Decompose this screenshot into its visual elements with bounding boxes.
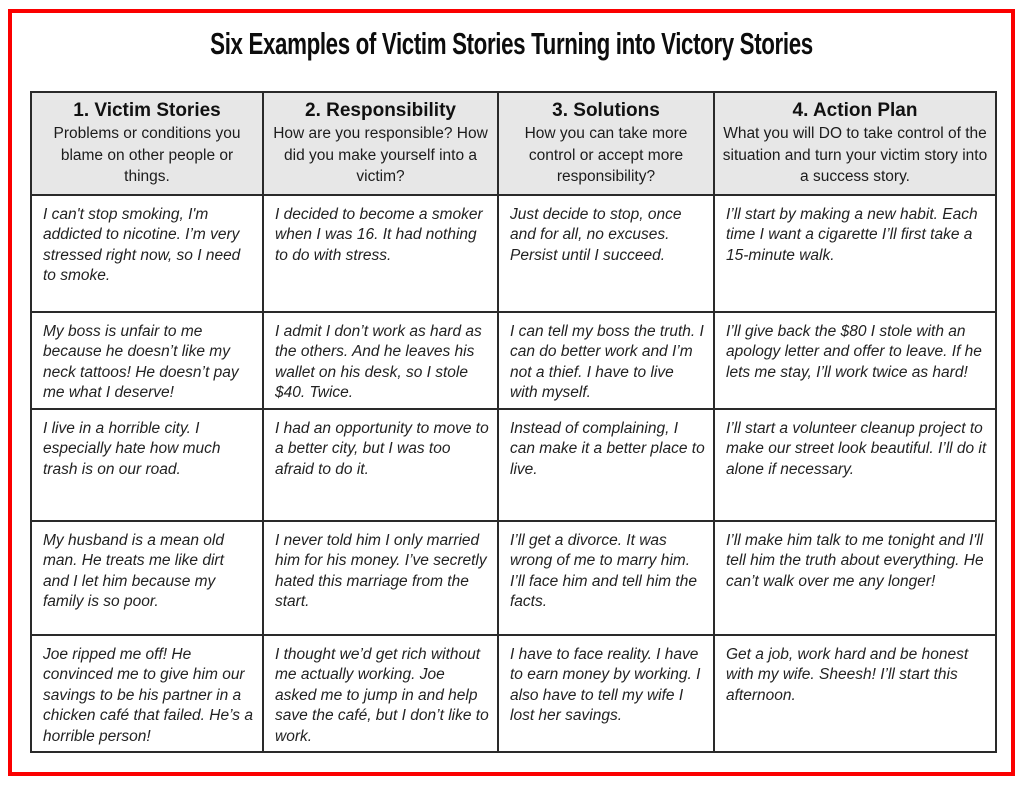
cell-solution: Just decide to stop, once and for all, no excuses. Persist until I succeed.	[498, 195, 714, 312]
cell-action-plan: I’ll start a volunteer cleanup project to make our street look beautiful. I’ll do it alone if necessary.	[714, 409, 996, 521]
table-row-smoking	[31, 195, 996, 312]
cell-victim-story: I can't stop smoking, I'm addicted to nicotine. I’m very stressed right now, so I need to smoke.	[31, 195, 263, 312]
cell-action-plan: I’ll start by making a new habit. Each time I want a cigarette I’ll first take a 15-minute walk.	[714, 195, 996, 312]
header-subtitle: What you will DO to take control of the situation and turn your victim story into a success story.	[722, 125, 988, 185]
cell-solution: I can tell my boss the truth. I can do better work and I’m not a thief. I have to live with myself.	[498, 312, 714, 409]
cell-action-plan: Get a job, work hard and be honest with my wife. Sheesh! I’ll start this afternoon.	[714, 635, 996, 753]
cell-solution: I have to face reality. I have to earn money by working. I also have to tell my wife I lost her savings.	[498, 635, 714, 753]
header-cell-solutions	[498, 92, 714, 195]
page-title: Six Examples of Victim Stories Turning into Victory Stories	[210, 26, 814, 61]
header-subtitle: How are you responsible? How did you make yourself into a victim?	[273, 125, 488, 185]
header-subtitle: Problems or conditions you blame on other people or things.	[53, 125, 241, 185]
header-cell-victim-stories	[31, 92, 263, 195]
cell-responsibility: I decided to become a smoker when I was 16. It had nothing to do with stress.	[263, 195, 498, 312]
header-title: 2. Responsibility	[305, 100, 456, 121]
cell-victim-story: My boss is unfair to me because he doesn’t like my neck tattoos! He doesn’t pay me what I deserve!	[31, 312, 263, 409]
header-title: 4. Action Plan	[792, 100, 918, 121]
table-row-husband	[31, 521, 996, 635]
header-title: 1. Victim Stories	[73, 100, 221, 121]
table-header-row	[31, 92, 996, 195]
header-subtitle: How you can take more control or accept more responsibility?	[524, 125, 688, 185]
cell-solution: I’ll get a divorce. It was wrong of me to marry him. I’ll face him and tell him the facts.	[498, 521, 714, 635]
table-row-city	[31, 409, 996, 521]
cell-solution: Instead of complaining, I can make it a better place to live.	[498, 409, 714, 521]
cell-victim-story: I live in a horrible city. I especially hate how much trash is on our road.	[31, 409, 263, 521]
cell-victim-story: Joe ripped me off! He convinced me to give him our savings to be his partner in a chicken café that failed. He’s a horrible person!	[31, 635, 263, 753]
header-cell-responsibility	[263, 92, 498, 195]
cell-responsibility: I never told him I only married him for his money. I’ve secretly hated this marriage from the start.	[263, 521, 498, 635]
page-title-container	[0, 26, 1024, 62]
cell-responsibility: I thought we’d get rich without me actually working. Joe asked me to jump in and help save the café, but I don’t like to work.	[263, 635, 498, 753]
header-title: 3. Solutions	[552, 100, 660, 121]
cell-victim-story: My husband is a mean old man. He treats me like dirt and I let him because my family is so poor.	[31, 521, 263, 635]
table-row-joe	[31, 635, 996, 753]
table-row-boss	[31, 312, 996, 409]
victim-victory-table	[30, 91, 997, 753]
cell-responsibility: I admit I don’t work as hard as the others. And he leaves his wallet on his desk, so I stole $40. Twice.	[263, 312, 498, 409]
cell-action-plan: I’ll give back the $80 I stole with an apology letter and offer to leave. If he lets me stay, I’ll work twice as hard!	[714, 312, 996, 409]
cell-responsibility: I had an opportunity to move to a better city, but I was too afraid to do it.	[263, 409, 498, 521]
header-cell-action-plan	[714, 92, 996, 195]
cell-action-plan: I’ll make him talk to me tonight and I'll tell him the truth about everything. He can’t walk over me any longer!	[714, 521, 996, 635]
